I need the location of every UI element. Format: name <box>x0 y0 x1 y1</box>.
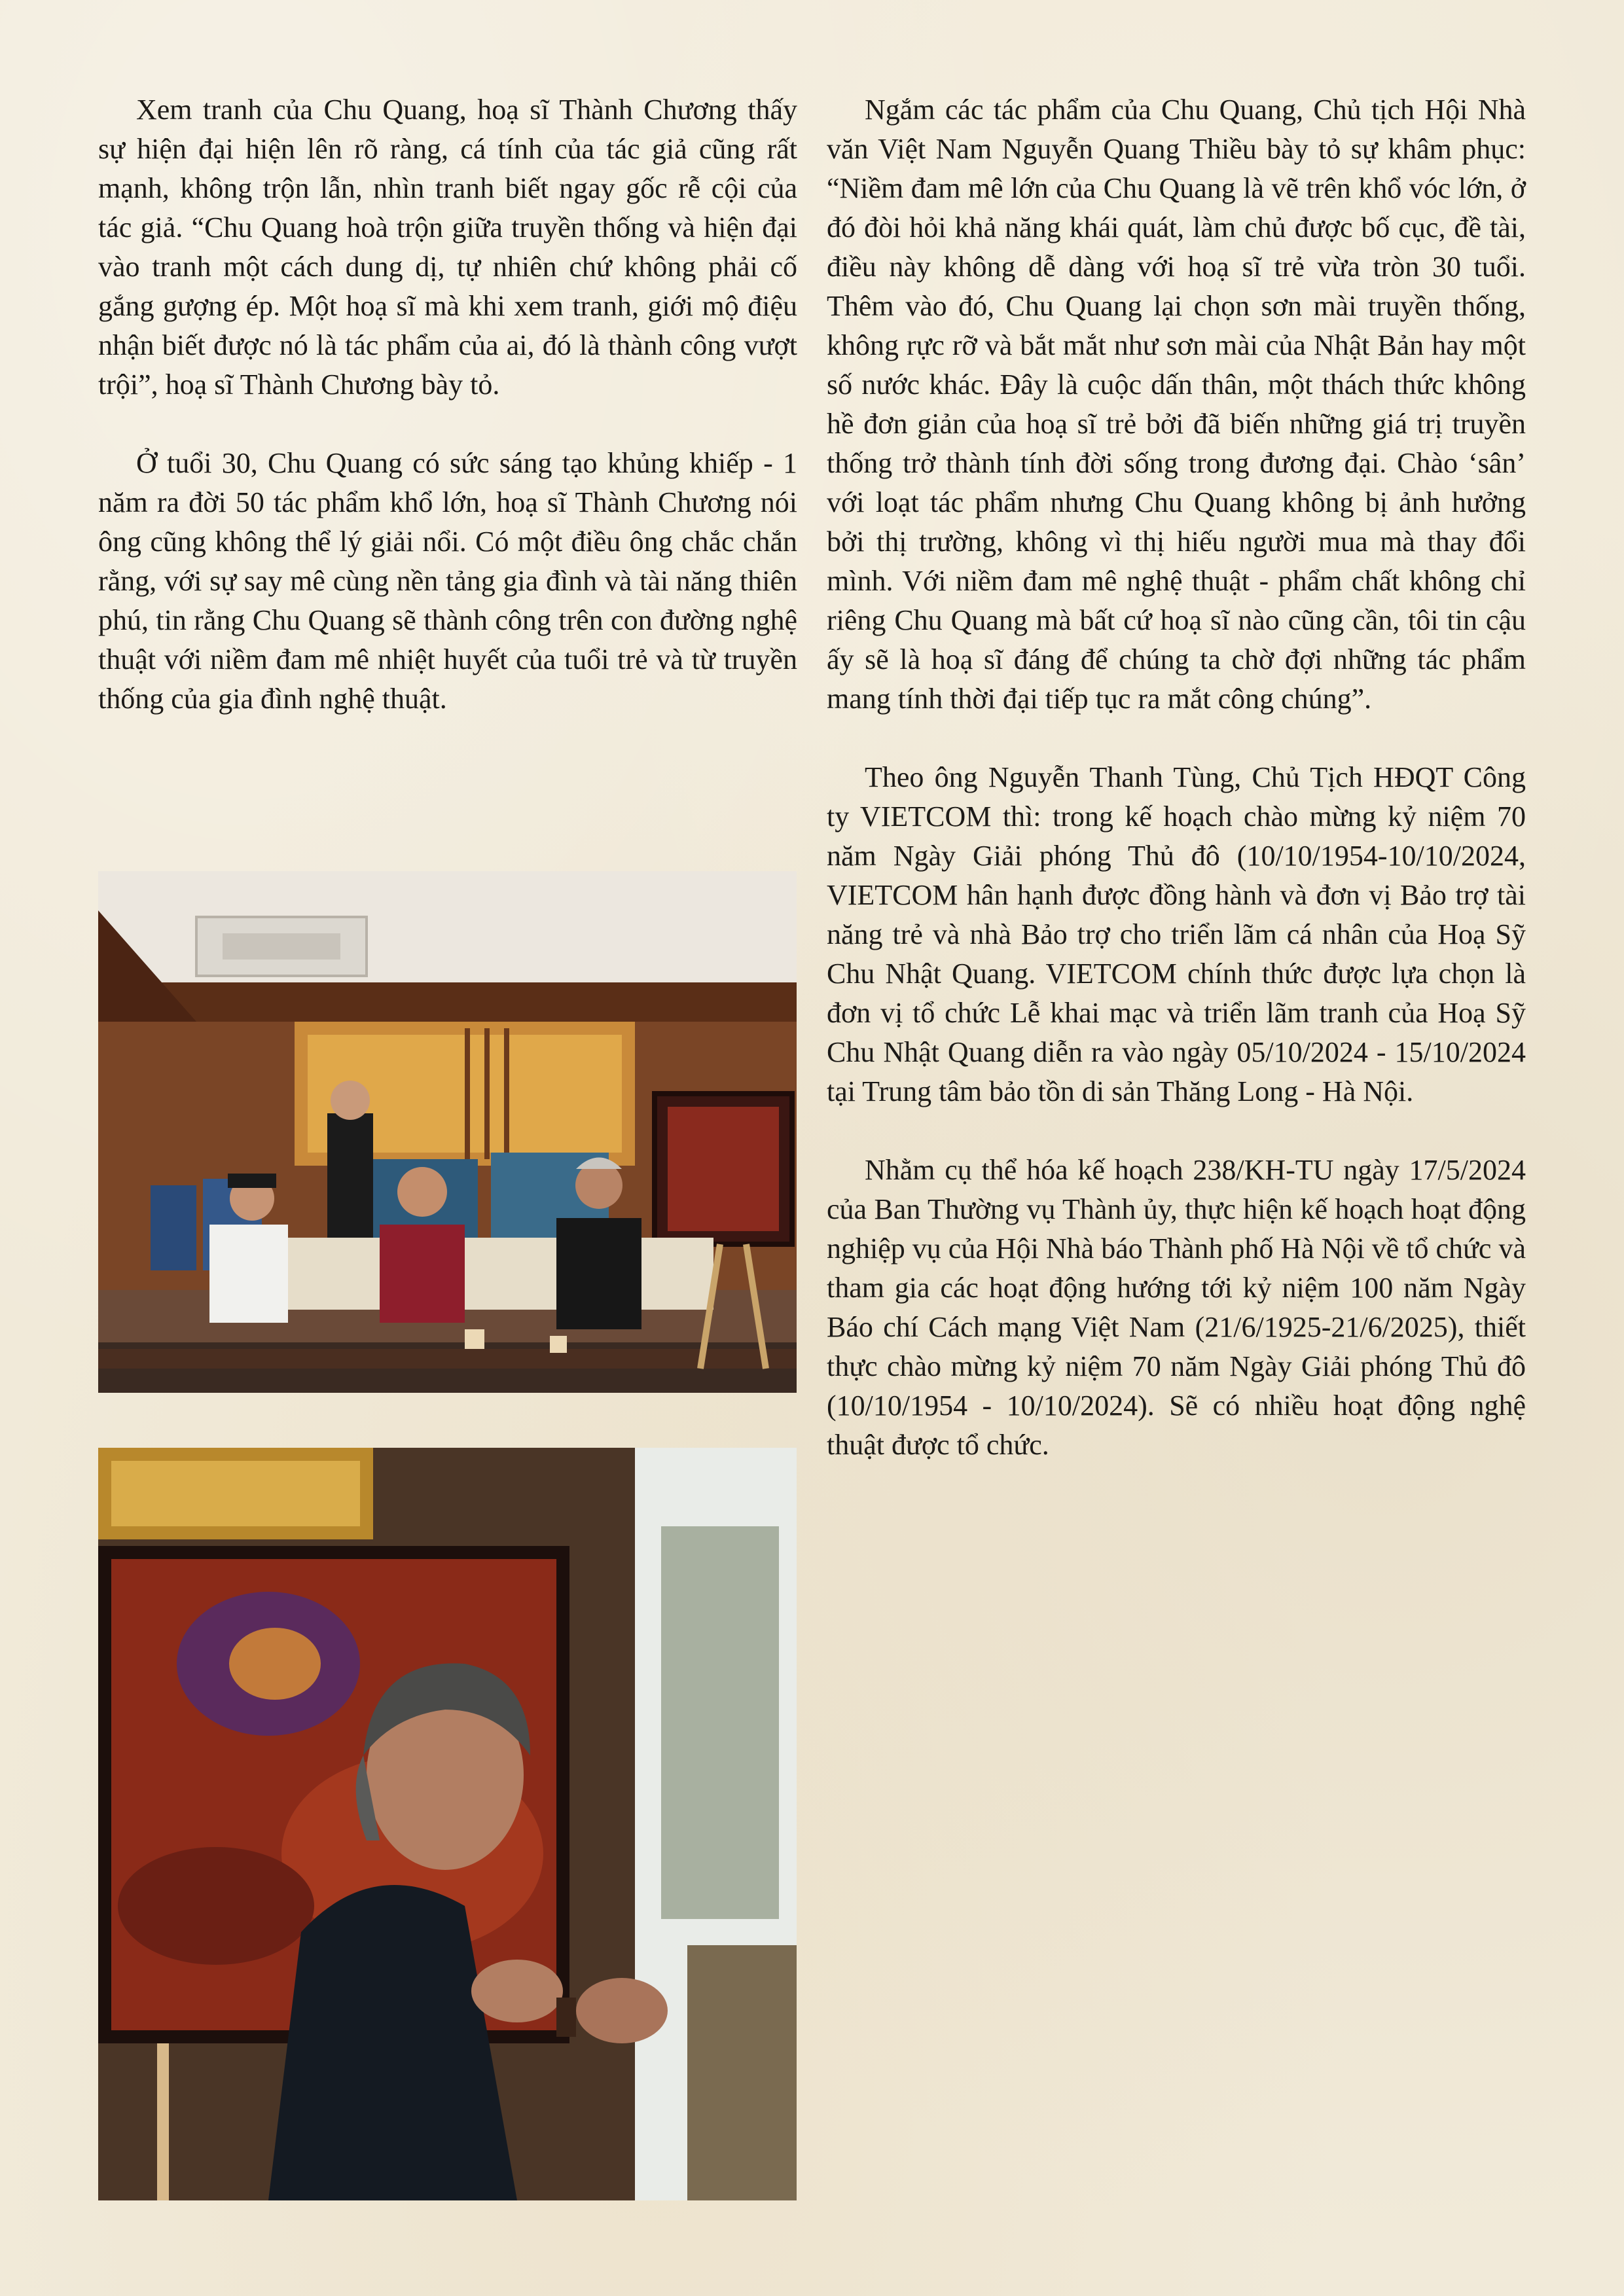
paragraph-plan-238: Nhằm cụ thể hóa kế hoạch 238/KH-TU ngày 17/5/2024 của Ban Thường vụ Thành ủy, thực hiện kế hoạch hoạt động nghiệp vụ của Hội Nhà báo Thành phố Hà Nội về tổ chức và tham gia các hoạt động hướng tới kỷ niệm 100 năm Ngày Báo chí Cách mạng Việt Nam (21/6/1925-21/6/2025), thiết thực chào mừng kỷ niệm 70 năm Ngày Giải phóng Thủ đô (10/10/1954 - 10/10/2024). Sẽ có nhiều hoạt động nghệ thuật được tổ chức. <box>827 1154 1526 1461</box>
gallery-group-photo <box>98 871 797 1393</box>
article-right-column <box>827 90 1526 1465</box>
paragraph-age-30-creativity: Ở tuổi 30, Chu Quang có sức sáng tạo khủng khiếp - 1 năm ra đời 50 tác phẩm khổ lớn, hoạ sĩ Thành Chương nói ông cũng không thể lý giải nổi. Có một điều ông chắc chắn rằng, với sự say mê cùng nền tảng gia đình và tài năng thiên phú, tin rằng Chu Quang sẽ thành công trên con đường nghệ thuật với niềm đam mê nhiệt huyết của tuổi trẻ và từ truyền thống của gia đình nghệ thuật. <box>98 447 797 715</box>
paragraph-thanh-chuong-opinion: Xem tranh của Chu Quang, hoạ sĩ Thành Chương thấy sự hiện đại hiện lên rõ ràng, cá tính của tác giả cũng rất mạnh, không trộn lẫn, nhìn tranh biết ngay gốc rễ cội của tác giả. “Chu Quang hoà trộn giữa truyền thống và hiện đại vào tranh một cách dung dị, tự nhiên chứ không phải cố gắng gượng ép. Một hoạ sĩ mà khi xem tranh, giới mộ điệu nhận biết được nó là tác phẩm của ai, đó là thành công vượt trội”, hoạ sĩ Thành Chương bày tỏ. <box>98 94 797 401</box>
article-left-column <box>98 90 797 719</box>
speaker-portrait-photo <box>98 1448 797 2200</box>
paragraph-vietcom-sponsorship: Theo ông Nguyễn Thanh Tùng, Chủ Tịch HĐQT Công ty VIETCOM thì: trong kế hoạch chào mừng kỷ niệm 70 năm Ngày Giải phóng Thủ đô (10/10/1954-10/10/2024, VIETCOM hân hạnh được đồng hành và đơn vị Bảo trợ tài năng trẻ và nhà Bảo trợ cho triển lãm cá nhân của Hoạ Sỹ Chu Nhật Quang. VIETCOM chính thức được lựa chọn là đơn vị tổ chức Lễ khai mạc và triển lãm tranh của Hoạ Sỹ Chu Nhật Quang diễn ra vào ngày 05/10/2024 - 15/10/2024 tại Trung tâm bảo tồn di sản Thăng Long - Hà Nội. <box>827 761 1526 1107</box>
paragraph-nguyen-quang-thieu-quote: Ngắm các tác phẩm của Chu Quang, Chủ tịch Hội Nhà văn Việt Nam Nguyễn Quang Thiều bày tỏ sự khâm phục: “Niềm đam mê lớn của Chu Quang là vẽ trên khổ vóc lớn, ở đó đòi hỏi khả năng khái quát, làm chủ được bố cục, đề tài, điều này không dễ dàng với hoạ sĩ trẻ vừa tròn 30 tuổi. Thêm vào đó, Chu Quang lại chọn sơn mài truyền thống, không rực rỡ và bắt mắt như sơn mài của Nhật Bản hay một số nước khác. Đây là cuộc dấn thân, một thách thức không hề đơn giản của hoạ sĩ trẻ bởi đã biến những giá trị truyền thống trở thành tính đời sống trong đương đại. Chào ‘sân’ với loạt tác phẩm nhưng Chu Quang không bị ảnh hưởng bởi thị trường, không vì thị hiếu người mua mà thay đổi mình. Với niềm đam mê nghệ thuật - phẩm chất không chỉ riêng Chu Quang mà bất cứ hoạ sĩ nào cũng cần, tôi tin cậu ấy sẽ là hoạ sĩ đáng để chúng ta chờ đợi những tác phẩm mang tính thời đại tiếp tục ra mắt công chúng”. <box>827 94 1526 715</box>
